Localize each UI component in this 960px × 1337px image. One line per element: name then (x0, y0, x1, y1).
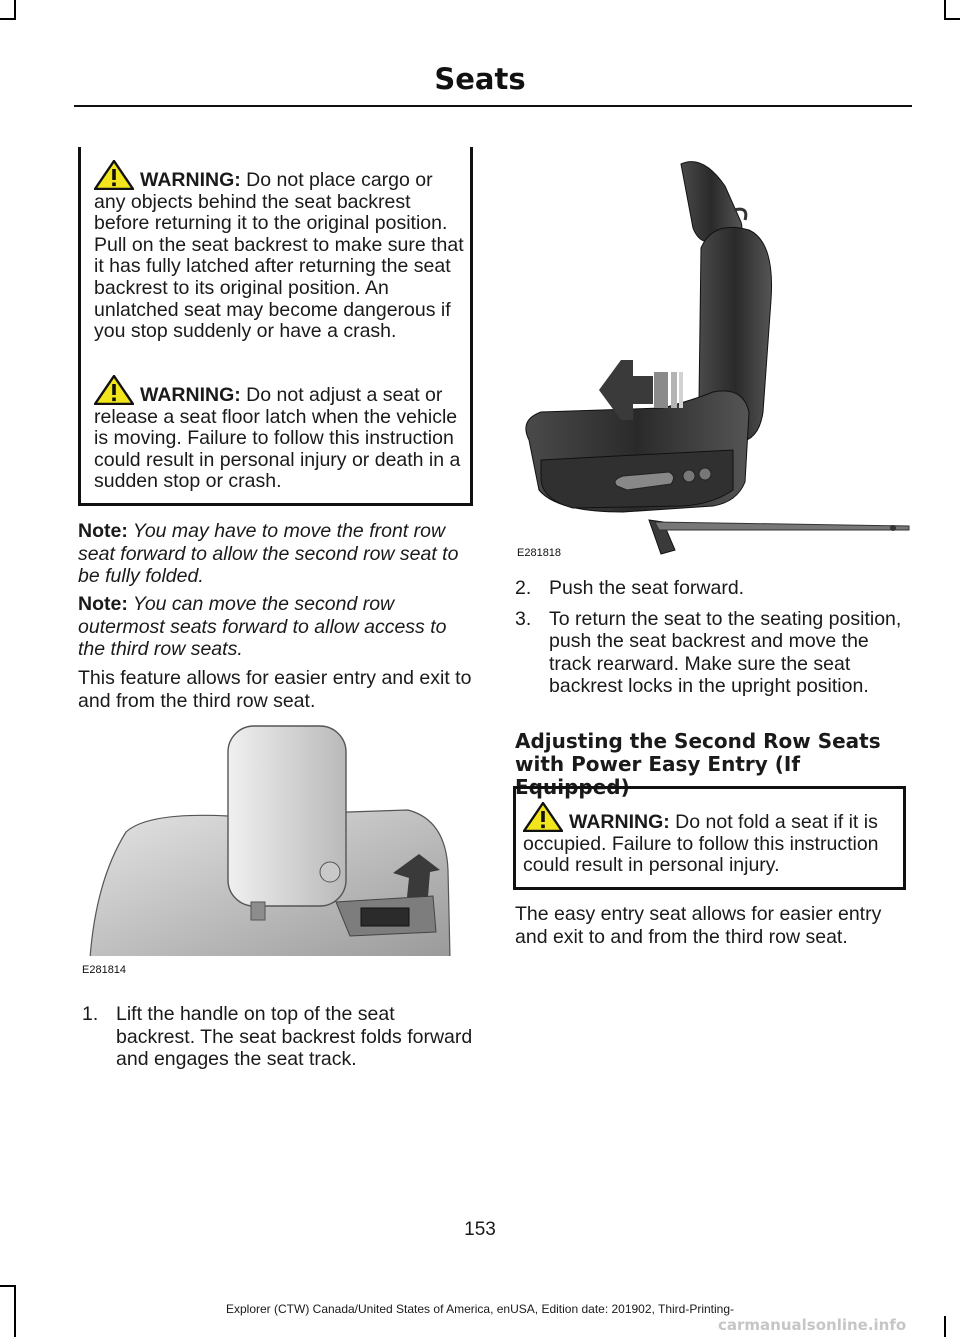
figure-code: E281814 (82, 964, 127, 976)
seat-side-illustration (513, 150, 913, 560)
warning-label: WARNING: (140, 169, 241, 191)
steps-list (82, 1003, 477, 1071)
warning-text: Do not adjust a seat or release a seat floor latch when the vehicle is moving. Failure to follow this instruction could result in personal injury or death in a sudden stop or crash. (94, 384, 461, 493)
step-number: 2. (515, 577, 532, 599)
step-text: To return the seat to the seating position, push the seat backrest and move the track rearward. Make sure the seat backrest locks in the upright position. (549, 607, 902, 697)
steps-list (515, 577, 905, 698)
intro-paragraph: This feature allows for easier entry and exit to and from the third row seat. (78, 667, 472, 712)
step-number: 3. (515, 607, 532, 630)
warning-label: WARNING: (140, 384, 241, 406)
watermark: carmanualsonline.info (718, 1316, 907, 1334)
crop-mark (946, 18, 960, 20)
warning-label: WARNING: (569, 811, 670, 833)
crop-mark (14, 0, 16, 20)
note-label: Note: (78, 520, 128, 542)
figure-seat-forward (513, 150, 913, 560)
note-paragraph (78, 593, 478, 661)
seat-headrest-illustration (78, 720, 473, 990)
list-item (515, 608, 905, 698)
step-text: Push the seat forward. (549, 577, 745, 599)
section-subheading: Adjusting the Second Row Seats with Power Easy Entry (If Equipped) (515, 729, 881, 799)
warning-paragraph (94, 160, 469, 343)
note-text: You can move the second row outermost seats forward to allow access to the third row seats. (78, 593, 447, 660)
edition-footer: Explorer (CTW) Canada/United States of America, enUSA, Edition date: 201902, Third-Printing- (225, 1302, 735, 1316)
warning-box (513, 786, 906, 890)
crop-mark (0, 1285, 14, 1287)
note-text: You may have to move the front row seat forward to allow the second row seat to be fully folded. (78, 520, 459, 587)
figure-seat-headrest (78, 720, 473, 990)
step-number: 1. (82, 1003, 99, 1025)
closing-paragraph: The easy entry seat allows for easier entry and exit to and from the third row seat. (515, 903, 882, 948)
list-item (82, 1003, 477, 1071)
warning-box (78, 147, 473, 506)
warning-text: Do not fold a seat if it is occupied. Failure to follow this instruction could result in personal injury. (523, 811, 879, 877)
crop-mark (944, 1316, 946, 1337)
crop-mark (0, 18, 14, 20)
warning-triangle-icon (523, 802, 563, 832)
warning-text: Do not place cargo or any objects behind the seat backrest before returning it to the original position. Pull on the seat backrest to make sure that it has fully latched after returning the seat backrest to its original position. An unlatched seat may become dangerous if you stop suddenly or have a crash. (94, 169, 464, 343)
list-item (515, 577, 905, 600)
warning-paragraph (94, 375, 469, 493)
warning-paragraph (523, 802, 903, 877)
figure-code: E281818 (517, 547, 562, 559)
step-text: Lift the handle on top of the seat backrest. The seat backrest folds forward and engages the seat track. (116, 1003, 473, 1070)
title-rule (74, 105, 912, 107)
page-number: 153 (464, 1219, 496, 1240)
warning-triangle-icon (94, 375, 134, 405)
warning-triangle-icon (94, 160, 134, 190)
note-paragraph (78, 520, 478, 588)
page-section-title: Seats (434, 62, 526, 96)
note-label: Note: (78, 593, 128, 615)
crop-mark (944, 0, 946, 20)
